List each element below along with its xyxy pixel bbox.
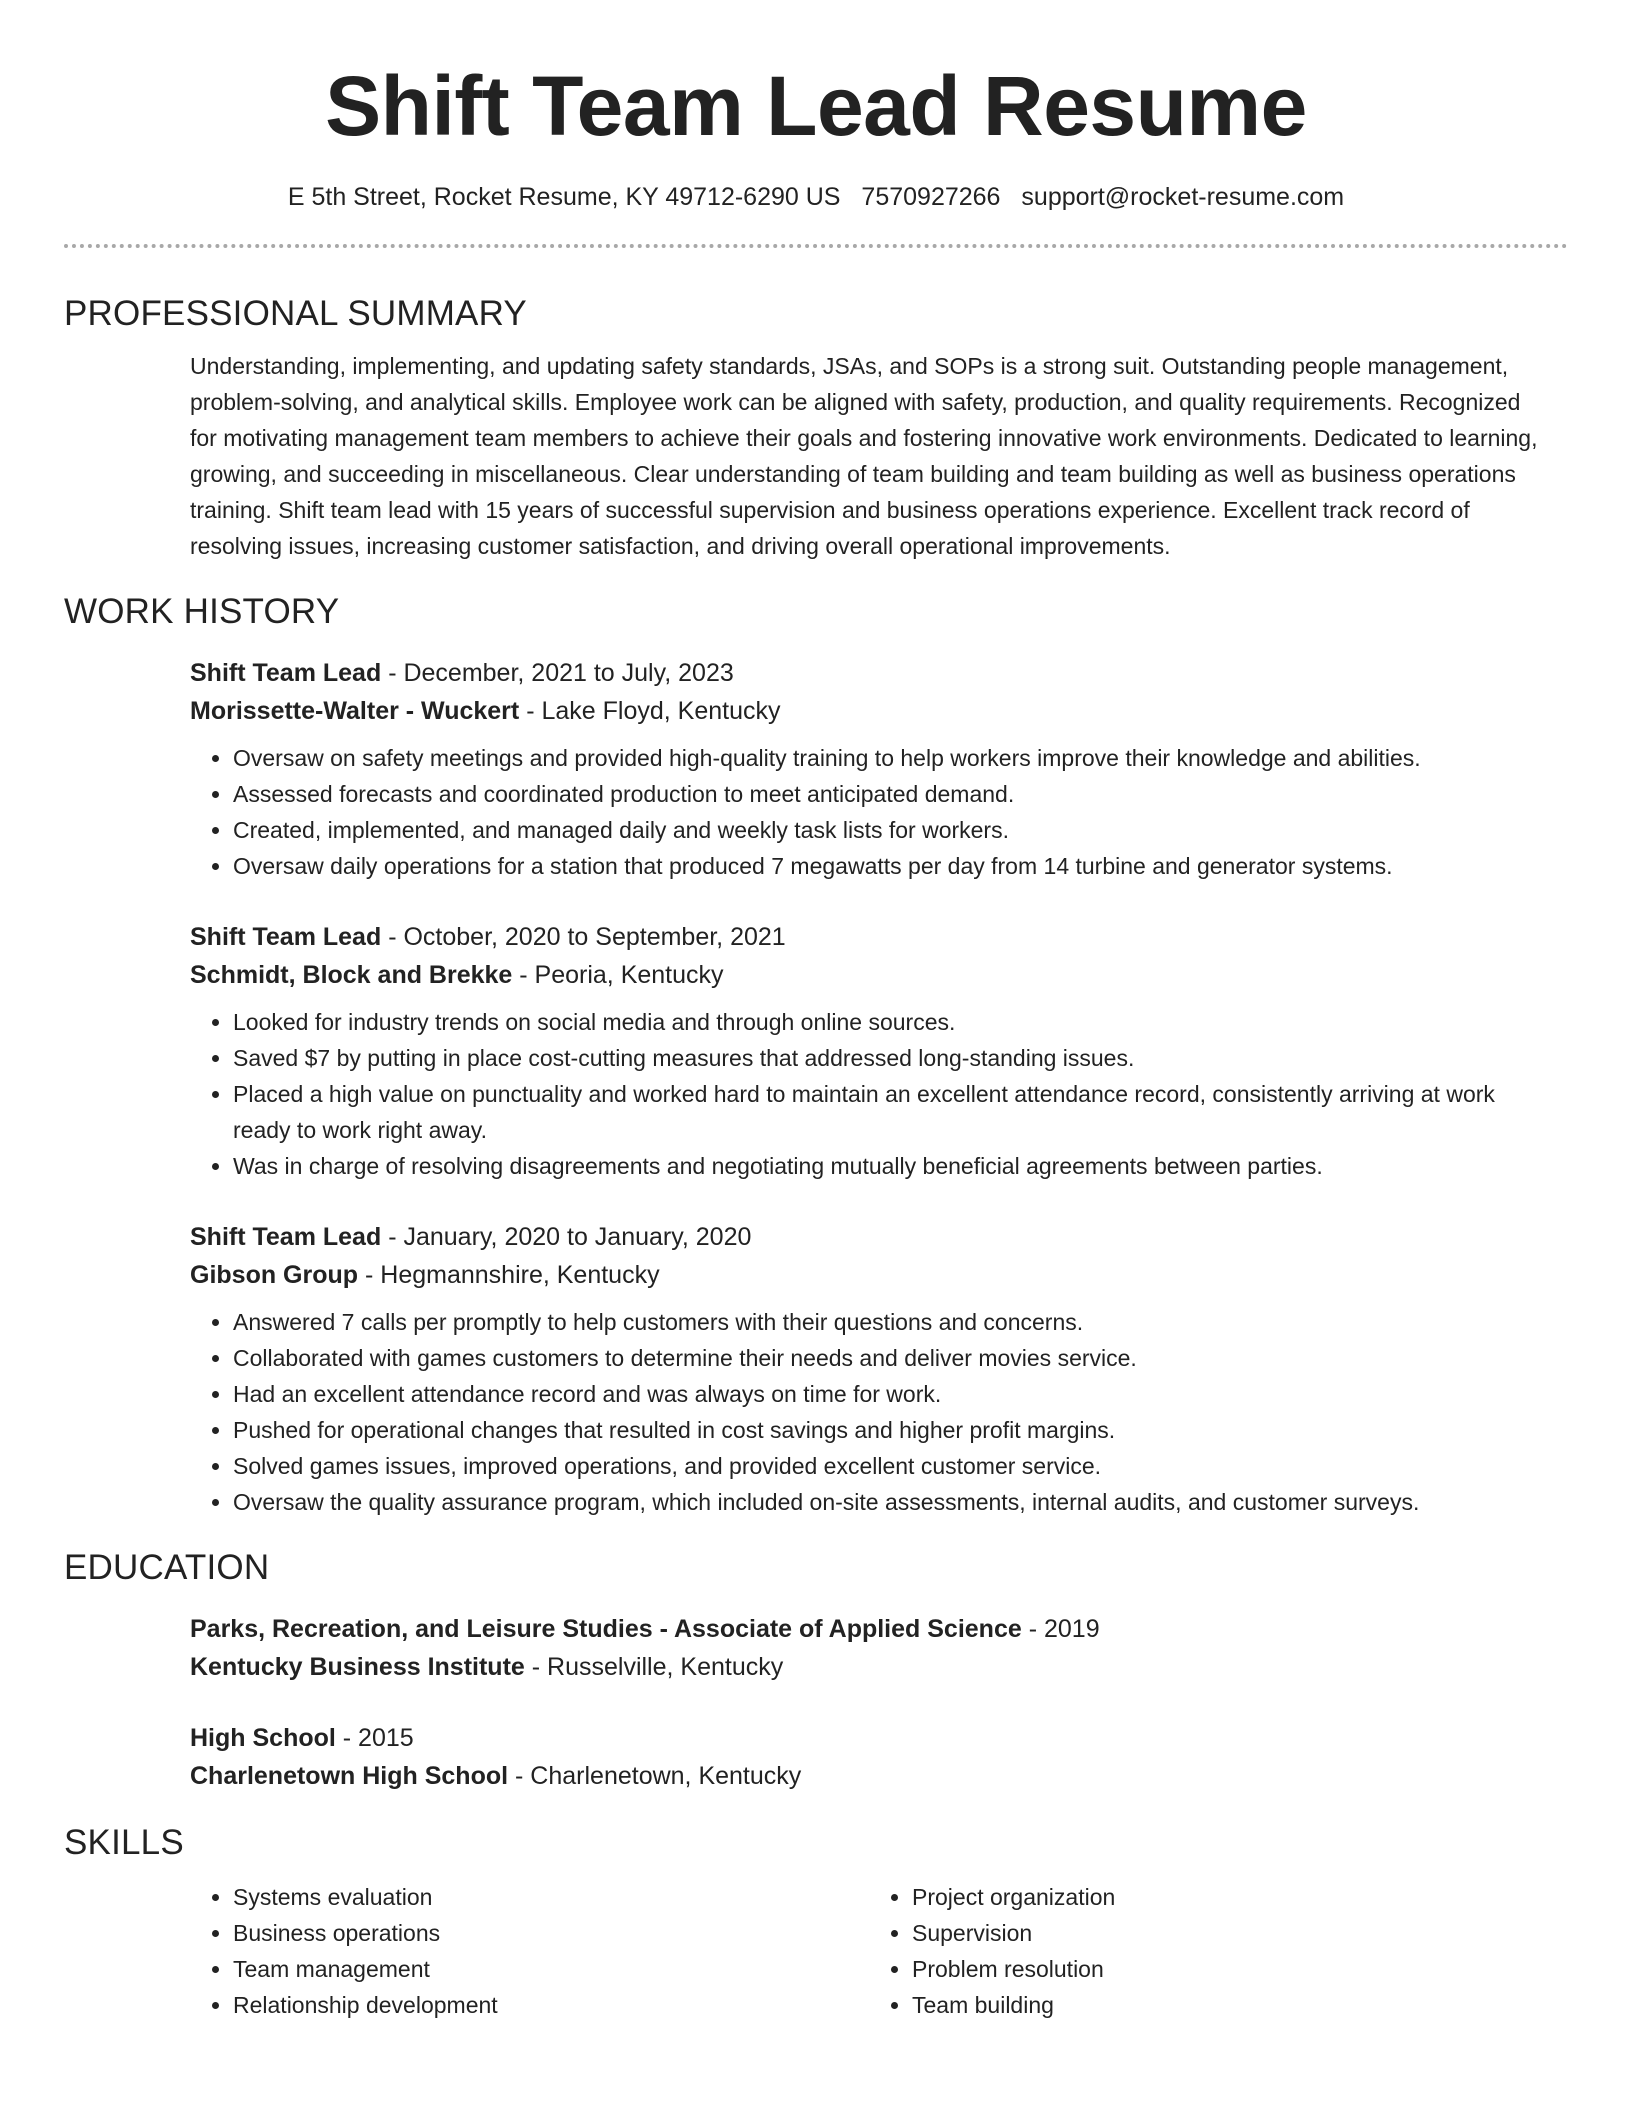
education-school: Charlenetown High School xyxy=(190,1762,509,1790)
job-dates: - January, 2020 to January, 2020 xyxy=(381,1223,752,1251)
job-bullet: • Answered 7 calls per promptly to help customers with their questions and concerns. xyxy=(233,1304,1548,1340)
job-bullet: • Oversaw the quality assurance program, which included on-site assessments, internal audits, and customer surveys. xyxy=(233,1484,1548,1520)
job-entry xyxy=(190,1218,1548,1520)
contact-line xyxy=(64,180,1568,214)
skills-section xyxy=(64,1821,1568,2023)
job-dates: - December, 2021 to July, 2023 xyxy=(381,659,734,687)
section-title-skills: SKILLS xyxy=(64,1823,184,1862)
job-bullets xyxy=(190,740,1548,884)
job-bullet: • Solved games issues, improved operations, and provided excellent customer service. xyxy=(233,1448,1548,1484)
job-bullet: • Assessed forecasts and coordinated production to meet anticipated demand. xyxy=(233,776,1548,812)
phone: 7570927266 xyxy=(861,183,1001,211)
skills-list-right xyxy=(869,1879,1548,2023)
education-degree: High School xyxy=(190,1724,336,1752)
job-company: Morissette-Walter - Wuckert xyxy=(190,697,520,725)
job-dates: - October, 2020 to September, 2021 xyxy=(381,923,786,951)
job-location: - Hegmannshire, Kentucky xyxy=(358,1261,660,1289)
education-location: - Charlenetown, Kentucky xyxy=(508,1762,802,1790)
summary-section xyxy=(64,292,1568,564)
job-bullet: • Oversaw on safety meetings and provided high-quality training to help workers improve their knowledge and abilities. xyxy=(233,740,1548,776)
job-role: Shift Team Lead xyxy=(190,1223,382,1251)
address: E 5th Street, Rocket Resume, KY 49712-6290 US xyxy=(287,183,841,211)
skill-item: • Project organization xyxy=(912,1879,1548,1915)
skills-list-left xyxy=(190,1879,869,2023)
skills-columns xyxy=(190,1879,1548,2023)
job-role: Shift Team Lead xyxy=(190,659,382,687)
education-year: - 2019 xyxy=(1021,1615,1100,1643)
header-divider xyxy=(64,244,1568,248)
summary-text: Understanding, implementing, and updating safety standards, JSAs, and SOPs is a strong suit. Outstanding people management, problem-solving, and analytical skills. Employee work can be aligned with safety, production, and quality requirements. Recognized for motivating management team members to achieve their goals and fostering innovative work environments. Dedicated to learning, growing, and succeeding in miscellaneous. Clear understanding of team building and team building as well as business operations training. Shift team lead with 15 years of successful supervision and business operations experience. Excellent track record of resolving issues, increasing customer satisfaction, and driving overall operational improvements. xyxy=(190,353,1538,559)
job-bullet: • Saved $7 by putting in place cost-cutting measures that addressed long-standing issues. xyxy=(233,1040,1548,1076)
job-bullet: • Placed a high value on punctuality and worked hard to maintain an excellent attendance record, consistently arriving at work ready to work right away. xyxy=(233,1076,1548,1148)
skill-item: • Supervision xyxy=(912,1915,1548,1951)
job-bullet: • Collaborated with games customers to determine their needs and deliver movies service. xyxy=(233,1340,1548,1376)
resume-page xyxy=(64,0,1568,2023)
education-entry xyxy=(190,1719,1548,1795)
email: support@rocket-resume.com xyxy=(1021,183,1345,211)
job-entry xyxy=(190,654,1548,884)
job-company: Schmidt, Block and Brekke xyxy=(190,961,513,989)
education-school: Kentucky Business Institute xyxy=(190,1653,525,1681)
education-entry xyxy=(190,1610,1548,1686)
education-degree: Parks, Recreation, and Leisure Studies - Associate of Applied Science xyxy=(190,1615,1022,1643)
skill-item: • Business operations xyxy=(233,1915,869,1951)
job-bullet: • Pushed for operational changes that resulted in cost savings and higher profit margins. xyxy=(233,1412,1548,1448)
job-bullet: • Created, implemented, and managed daily and weekly task lists for workers. xyxy=(233,812,1548,848)
education-section xyxy=(64,1546,1568,1795)
job-entry xyxy=(190,918,1548,1184)
job-role: Shift Team Lead xyxy=(190,923,382,951)
education-year: - 2015 xyxy=(335,1724,414,1752)
job-company: Gibson Group xyxy=(190,1261,359,1289)
job-bullet: • Oversaw daily operations for a station that produced 7 megawatts per day from 14 turbine and generator systems. xyxy=(233,848,1548,884)
job-bullet: • Had an excellent attendance record and was always on time for work. xyxy=(233,1376,1548,1412)
skill-item: • Team management xyxy=(233,1951,869,1987)
job-bullets xyxy=(190,1304,1548,1520)
section-title-work-history: WORK HISTORY xyxy=(64,592,340,631)
job-bullet: • Looked for industry trends on social media and through online sources. xyxy=(233,1004,1548,1040)
section-title-summary: PROFESSIONAL SUMMARY xyxy=(64,294,527,333)
skill-item: • Team building xyxy=(912,1987,1548,2023)
skill-item: • Systems evaluation xyxy=(233,1879,869,1915)
job-location: - Peoria, Kentucky xyxy=(512,961,724,989)
job-location: - Lake Floyd, Kentucky xyxy=(519,697,781,725)
work-history-section xyxy=(64,590,1568,1520)
job-bullet: • Was in charge of resolving disagreements and negotiating mutually beneficial agreements between parties. xyxy=(233,1148,1548,1184)
section-title-education: EDUCATION xyxy=(64,1548,270,1587)
skill-item: • Relationship development xyxy=(233,1987,869,2023)
job-bullets xyxy=(190,1004,1548,1184)
education-location: - Russelville, Kentucky xyxy=(524,1653,784,1681)
skill-item: • Problem resolution xyxy=(912,1951,1548,1987)
resume-title: Shift Team Lead Resume xyxy=(325,59,1307,153)
